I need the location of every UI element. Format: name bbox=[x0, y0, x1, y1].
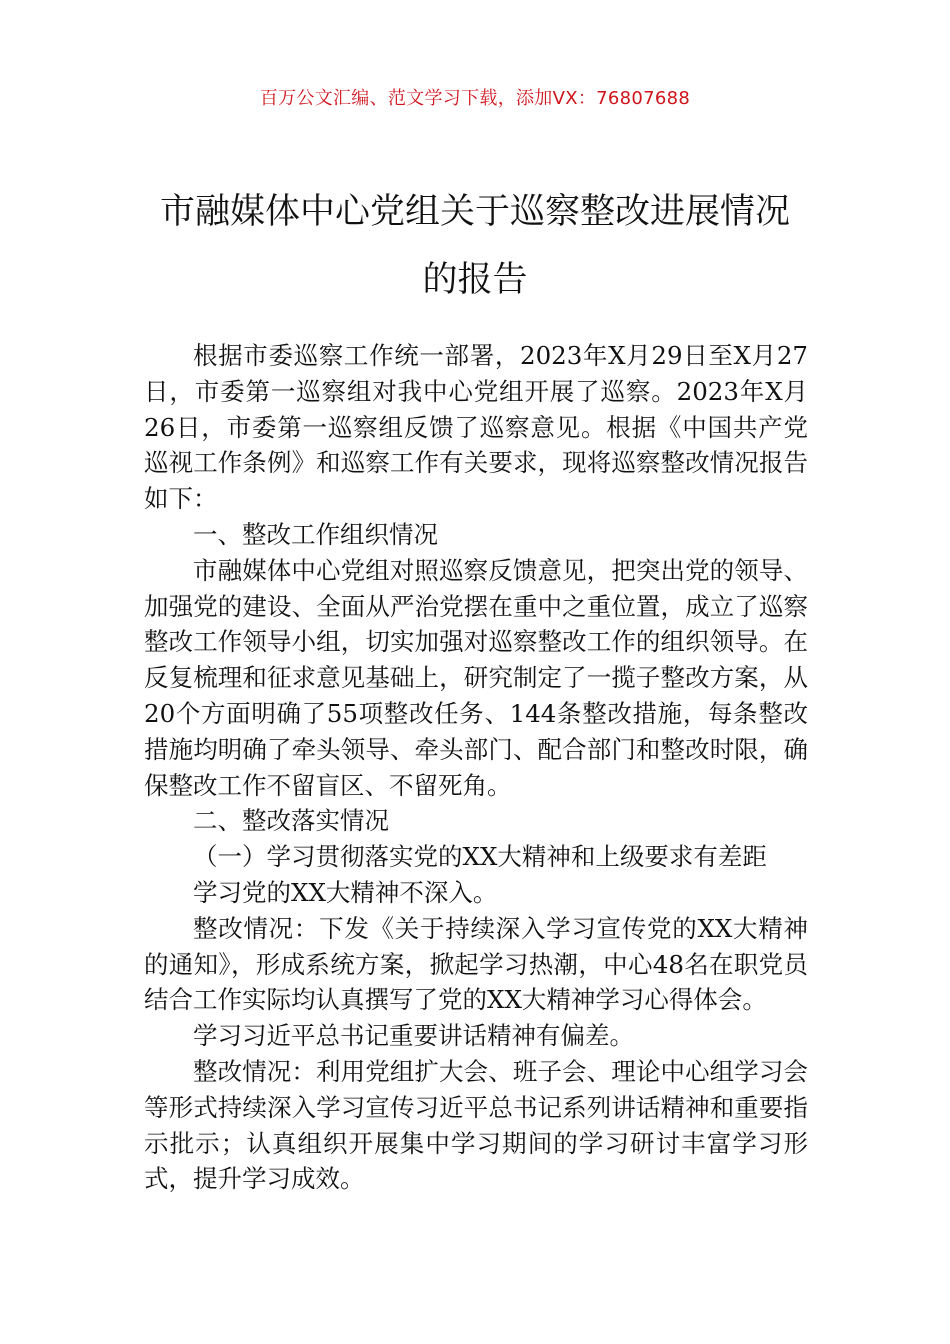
paragraph-organization: 市融媒体中心党组对照巡察反馈意见，把突出党的领导、加强党的建设、全面从严治党摆在重中之重位置，成立了巡察整改工作领导小组，切实加强对巡察整改工作的组织领导。在反复梳理和征求意见基础上，研究制定了一揽子整改方案，从20个方面明确了55项整改任务、144条整改措施，每条整改措施均明确了牵头领导、牵头部门、配合部门和整改时限，确保整改工作不留盲区、不留死角。 bbox=[144, 555, 808, 800]
document-body bbox=[144, 338, 808, 1197]
title-line-2: 的报告 bbox=[422, 260, 528, 300]
title-line-1: 市融媒体中心党组关于巡察整改进展情况 bbox=[159, 192, 790, 232]
subsection-heading-1: （一）学习贯彻落实党的XX大精神和上级要求有差距 bbox=[193, 842, 767, 872]
rectification-paragraph: 整改情况：利用党组扩大会、班子会、理论中心组学习会等形式持续深入学习宣传习近平总书记系列讲话精神和重要指示批示；认真组织开展集中学习期间的学习研讨丰富学习形式，提升学习成效。 bbox=[144, 1056, 808, 1194]
paragraph-intro: 根据市委巡察工作统一部署，2023年X月29日至X月27日，市委第一巡察组对我中心党组开展了巡察。2023年X月26日，市委第一巡察组反馈了巡察意见。根据《中国共产党巡视工作条例》和巡察工作有关要求，现将巡察整改情况报告如下： bbox=[144, 341, 808, 514]
document-title bbox=[0, 178, 950, 314]
rectification-paragraph: 整改情况：下发《关于持续深入学习宣传党的XX大精神的通知》，形成系统方案，掀起学习热潮，中心48名在职党员结合工作实际均认真撰写了党的XX大精神学习心得体会。 bbox=[144, 913, 808, 1015]
issue-item: 学习习近平总书记重要讲话精神有偏差。 bbox=[193, 1021, 634, 1051]
issue-item: 学习党的XX大精神不深入。 bbox=[193, 877, 498, 907]
watermark-banner: 百万公文汇编、范文学习下载，添加VX：76807688 bbox=[259, 88, 691, 109]
section-heading-2: 二、整改落实情况 bbox=[193, 806, 389, 836]
section-heading-1: 一、整改工作组织情况 bbox=[193, 519, 438, 549]
